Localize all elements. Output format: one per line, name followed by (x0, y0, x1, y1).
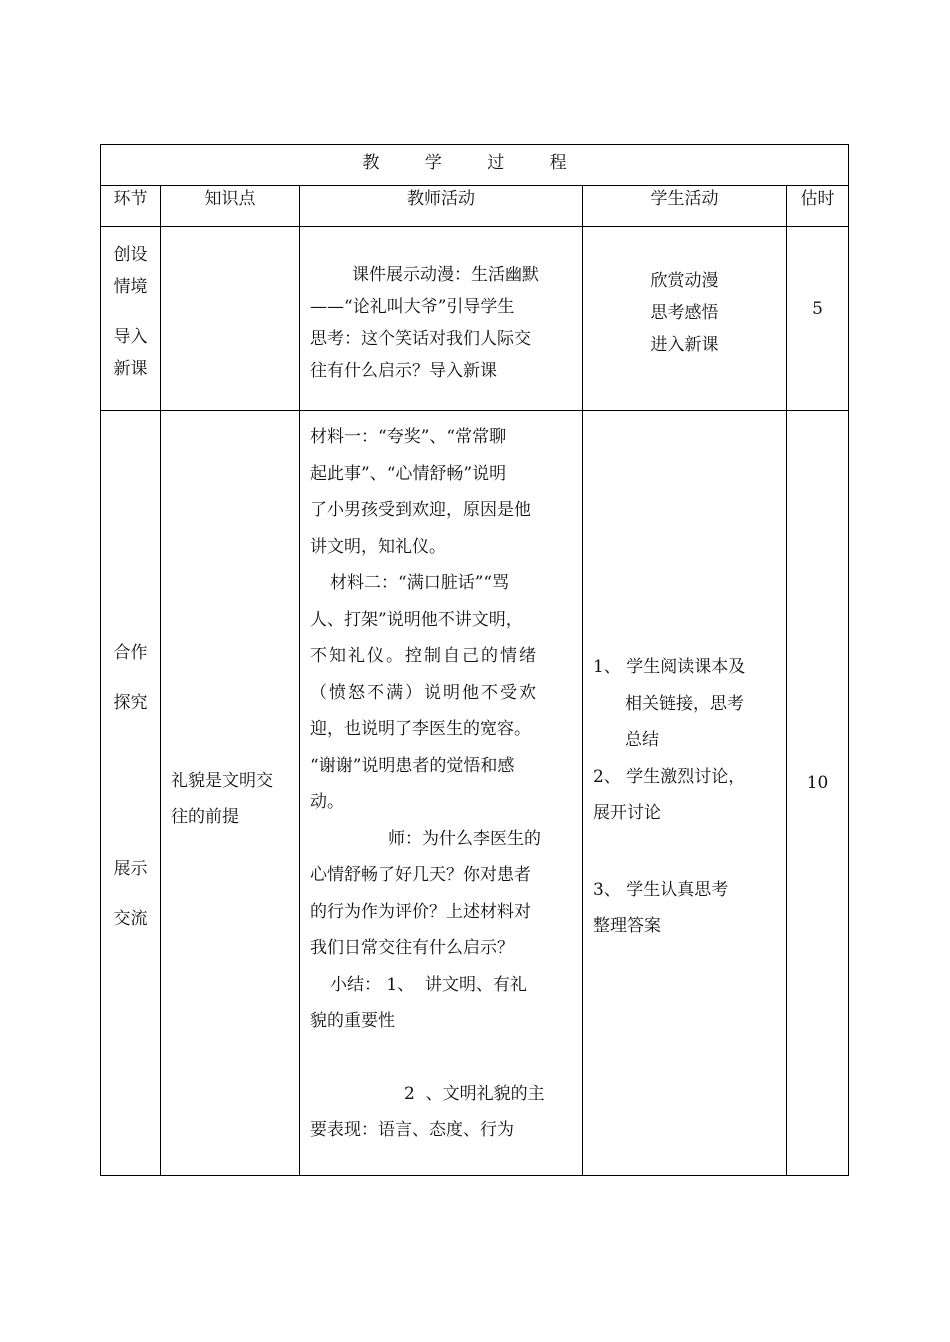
table-row (101, 227, 849, 411)
student-activity-cell (583, 411, 787, 1176)
stage-text: 探究 (113, 693, 148, 713)
student-line: 欣赏动漫 (650, 271, 719, 291)
teacher-line: 材料二：“满口脏话”“骂 (330, 573, 510, 593)
header-student-activity: 学生活动 (583, 186, 787, 227)
teacher-line: （愤怒不满）说明他不受欢 (310, 682, 538, 703)
knowledge-line: 礼貌是文明交 (171, 771, 273, 791)
time-value: 10 (806, 773, 829, 793)
teacher-line: 往有什么启示？导入新课 (310, 361, 497, 381)
time-cell (787, 227, 849, 411)
student-line: 展开讨论 (593, 803, 661, 823)
student-line: 进入新课 (650, 335, 719, 355)
student-line: 相关链接，思考 (625, 693, 744, 714)
table-title-cell (101, 145, 849, 186)
teacher-line: 2 、文明礼貌的主 (404, 1083, 545, 1104)
teacher-line: 师：为什么李医生的 (388, 828, 541, 849)
teacher-line: 思考：这个笑话对我们人际交 (310, 329, 531, 349)
lesson-process-table (100, 144, 849, 1176)
teacher-line: 动。 (310, 792, 344, 812)
teacher-activity-cell (300, 411, 583, 1176)
teacher-line: 课件展示动漫：生活幽默 (352, 265, 539, 285)
teacher-line: 的行为作为评价？上述材料对 (310, 901, 531, 922)
student-line: 1、 学生阅读课本及 (593, 657, 746, 677)
student-line: 3、 学生认真思考 (593, 879, 729, 900)
time-cell (787, 411, 849, 1176)
student-line: 整理答案 (593, 916, 661, 936)
student-line: 总结 (625, 730, 659, 750)
teacher-line: 不知礼仪。控制自己的情绪 (310, 646, 538, 666)
teacher-line: 小结： 1、 讲文明、有礼 (330, 974, 528, 995)
teacher-line: 讲文明，知礼仪。 (310, 536, 446, 557)
teacher-line: 材料一：“夸奖”、“常常聊 (310, 427, 507, 447)
table-row (101, 411, 849, 1176)
teacher-line: 貌的重要性 (310, 1011, 395, 1031)
student-activity-cell (583, 227, 787, 411)
stage-text: 导入 (113, 327, 148, 347)
stage-cell (101, 227, 161, 411)
teacher-line: 我们日常交往有什么启示？ (310, 938, 514, 958)
teacher-line: 人、打架”说明他不讲文明， (310, 609, 523, 630)
student-line: 2、 学生激烈讨论， (593, 766, 746, 787)
stage-text: 创设 (113, 245, 148, 265)
table-title-row (101, 145, 849, 186)
stage-text: 新课 (113, 359, 148, 379)
header-time: 估时 (787, 186, 849, 227)
teacher-line: ——“论礼叫大爷”引导学生 (310, 297, 515, 317)
stage-cell (101, 411, 161, 1176)
table-title: 教 学 过 程 (362, 153, 587, 173)
stage-text: 交流 (113, 909, 148, 929)
stage-text: 展示 (113, 859, 148, 879)
student-line: 思考感悟 (650, 303, 719, 323)
header-knowledge: 知识点 (161, 186, 300, 227)
header-stage: 环节 (101, 186, 161, 227)
teacher-activity-cell (300, 227, 583, 411)
teacher-line: 心情舒畅了好几天？你对患者 (310, 865, 531, 885)
stage-text: 合作 (113, 643, 148, 663)
knowledge-cell (161, 227, 300, 411)
teacher-line: 迎，也说明了李医生的宽容。 (310, 719, 531, 739)
table-header-row (101, 186, 849, 227)
teacher-line: 了小男孩受到欢迎，原因是他 (310, 500, 531, 520)
teacher-line: “谢谢”说明患者的觉悟和感 (310, 755, 515, 776)
teacher-line: 要表现：语言、态度、行为 (310, 1120, 514, 1140)
knowledge-line: 往的前提 (171, 807, 239, 827)
header-teacher-activity: 教师活动 (300, 186, 583, 227)
knowledge-cell (161, 411, 300, 1176)
stage-text: 情境 (113, 277, 148, 297)
teacher-line: 起此事”、“心情舒畅”说明 (310, 463, 507, 484)
time-value: 5 (812, 299, 823, 319)
